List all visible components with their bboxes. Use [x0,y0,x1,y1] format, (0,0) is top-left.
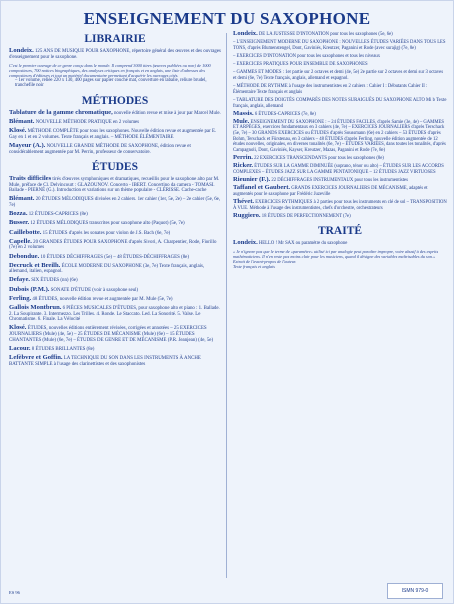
right-item [233,61,447,68]
etude-item [9,346,221,353]
left-column [9,31,221,370]
right-author: Rieunier (F.). [233,176,271,183]
etude-item [9,176,221,194]
etude-item [9,355,221,368]
right-item [233,69,447,81]
right-item [233,31,447,38]
methode-item [9,119,221,126]
etude-item [9,277,221,284]
traite-lang: Texte français et anglais [233,263,275,269]
etude-author: Decruck et Breilh. [9,261,61,269]
etude-desc: tirés d'œuvres symphoniques et dramatiques, recueillis pour le saxophone alto par M. Mule, préface de Cl. Delvincourt : GLAZOUNOV. Concerto - IBERT. Concertino da camera - TOMASI. Ballade - PIERNÉ (G.). Introduction et variations sur un thème populaire - CLÉRISSE. Cache-cache [9,176,220,194]
etude-item [9,325,221,343]
right-desc: – TABLATURE DES DOIGTÉS COMPARÉS DES NOTES SURAIGUËS DU SAXOPHONE ALTO Mi b Texte français, anglais, allemand [233,97,447,109]
right-item [233,185,447,197]
right-desc: 6 ÉTUDES-CAPRICES (7e, 8e) [254,111,316,117]
methode-author: Klosé. [9,127,27,135]
etude-item [9,287,221,294]
right-desc: ENSEIGNEMENT DU SAXOPHONE : – 24 ÉTUDES FACILES, d'après Samie (3e, 4e) – GAMMES ET ARPÈGES, exercices fondamentaux en 3 cahiers (4e, 7e) – EXERCICES JOURNALIERS d'après Terschack (5e, 7e) – 30 GRANDS EXERCICES ou ÉTUDES d'après Soussmann (6e) en 2 cahiers – 53 ÉTUDES d'après Bohm, Terschack et Fürstenau, en 3 cahiers – 48 ÉTUDES d'après Ferling, nouvelle édition augmentée de 12 études nouvelles, originales, en diverses tonalités (6e, 7e) – ÉTUDES VARIÉES, dans toutes les tonalités, d'après Campagnoli, Dont, Gaviniés, Kayser, Kreutzer, Mazas, Paganini et Rode (7e, 8e) [233,119,446,153]
etude-author: Dubois (P.M.). [9,285,50,293]
librairie-heading: LIBRAIRIE [84,33,146,45]
right-desc: – MÉTHODE DE RYTHME à l'usage des instrumentistes en 2 cahiers : Cahier I : Débutants Cahier II : Élémentaire Texte français et anglais [233,84,428,95]
etude-item [9,254,221,261]
methode-desc: NOUVELLE MÉTHODE PRATIQUE en 2 volumes [35,120,140,126]
etude-author: Ferling. [9,294,32,302]
traite-author: Londeix. [233,239,258,247]
methode-desc: NOUVELLE GRANDE MÉTHODE DE SAXOPHONE, édition revue et considérablement augmentée par M. Perrin, professeur de conservatoire. [9,144,191,155]
right-item [233,119,447,154]
right-desc: GRANDS EXERCICES JOURNALIERS DE MÉCANISME, adaptés et augmentés pour le saxophone par Frédéric Juzeville [233,186,428,197]
etude-desc: 10 ÉTUDES DÉCHIFFRAGES (5e) – 48 ÉTUDES-DÉCHIFFRAGES (8e) [40,254,189,260]
methode-desc: MÉTHODE COMPLÈTE pour tous les saxophones. Nouvelle édition revue et augmentée par E. Gay en 1 et en 2 volumes. Texte français et anglais. – MÉTHODE ÉLÉMENTAIRE [9,129,217,141]
ismn-barcode-label: ISMN 979-0 [387,583,443,599]
right-desc: 22 DÉCHIFFRAGES INSTRUMENTAUX pour tous les instrumentistes [271,178,408,183]
right-item [233,53,447,60]
methode-author: Tablature de la gamme chromatique, [9,109,113,117]
etude-desc: SONATE D'ÉTUDE (voir à saxophone seul) [50,287,139,293]
etude-author: Capelle. [9,237,32,245]
etude-item [9,305,221,323]
methode-author: Blémant. [9,118,35,126]
londeix-author: Londeix. [9,47,34,54]
right-desc: 22 EXERCICES TRANSCENDANTS pour tous les saxophones (8e) [254,156,384,162]
right-author: Londeix. [233,30,258,37]
etude-author: Defaye. [9,276,31,284]
right-desc: EXERCICES RYTHMIQUES à 2 parties pour tous les instruments en clé de sol – TRANSPOSITION À VUE. Méthode à l'usage des instrumentistes, chefs d'orchestre, orchestrateurs [233,199,447,211]
right-author: Massis. [233,109,254,117]
methode-item [9,128,221,141]
etude-author: Lefèbvre et Goffin. [9,354,63,362]
londeix-note: C'est le premier ouvrage de ce genre conçu dans le monde. Il comprend 3000 titres (œuvres publiées ou non) de 1000 compositeurs, 700 notices biographiques, des analyses critiques en français et en anglais, une liste d'adresses des compositeurs d'éditeurs et tout un matériel documentaire permettant d'acquérir les ouvrages cités. [9,62,211,78]
traite-entry [233,240,447,247]
etude-item [9,263,221,276]
right-desc: ÉTUDES SUR LA GAMME DIMINUÉE (soprano, ténor ou alto) – ÉTUDES SUR LES ACCORDS COMPLEXES – ÉTUDES JAZZ SUR LA GAMME PENTATONIQUE – 12 ÉTUDES JAZZ VIRTUOSES [233,164,444,175]
right-author: Ruggiero. [233,211,261,219]
right-desc: – L'ENSEIGNEMENT MODERNE DU SAXOPHONE : NOUVELLES ÉTUDES VARIÉES DANS TOUS LES TONS, d'après Blumenstengel, Dont, Gaviniés, Kreutzer, Paganini et Rode (avec surajig) (7e, 8e) [233,40,446,51]
etude-item [9,230,221,237]
right-item [233,111,447,118]
londeix-entry [9,48,221,61]
etude-desc: SIX ÉTUDES (nn) (6e) [31,278,78,284]
londeix-desc: 125 ANS DE MUSIQUE POUR SAXOPHONE, répertoire général des œuvres et des ouvrages d'enseignement pour le saxophone. [9,49,221,60]
right-item [233,199,447,211]
methode-desc: nouvelle édition revue et mise à jour par Marcel Mule. [113,111,221,117]
etude-desc: 15 ÉTUDES d'après les sonates pour violon de J.S. Bach (6e, 7e) [42,230,171,236]
etude-item [9,211,221,218]
right-desc: – EXERCICES D'INTONATION pour tous les saxophones et tous les niveaux [233,53,381,59]
traite-note: « Je n'ignore pas que le terme de «paramètre» utilisé ici par analogie peut paraître impropre, voire abusif à des esprits mathématiciens. Il n'en reste pas moins clair pour les musiciens, quand il désigne des variables maîtrisables du son.» Extrait de l'avant-propos de l'auteur. [233,248,439,264]
right-desc: DE LA JUSTESSE D'INTONATION pour tous les saxophones (5e, 6e) [258,32,393,37]
catalog-code: ES 96 [9,590,20,595]
etude-author: Blémant. [9,195,35,203]
etude-desc: 12 ÉTUDES-CAPRICES (8e) [28,212,88,218]
methode-author: Mayeur (A.). [9,142,46,150]
etudes-list [9,176,221,368]
etudes-heading: ÉTUDES [91,160,139,173]
etude-item [9,220,221,227]
methode-item [9,143,221,156]
methodes-list [9,110,221,156]
etude-desc: 6 PIÈCES MUSICALES D'ÉTUDES, pour saxophone alto et piano : 1. Ballade. 2. La Soupirante. 3. Intermezzo. Les Trilles. 4. Ronde. Le Staccato. Led. La Sonorité. 5. Valse. Le Chromatisme. 6. Finale. La Vélocité [9,305,220,323]
right-list [233,31,447,219]
etude-author: Debondue. [9,252,40,260]
right-desc: 18 ÉTUDES DE PERFECTIONNEMENT (7e) [261,213,351,219]
etude-author: Lacour. [9,345,31,353]
right-column [233,31,447,269]
column-divider [226,33,227,578]
etude-desc: LA TECHNIQUE DU SON DANS LES INSTRUMENTS À ANCHE BATTANTE SIMPLE à l'usage des clarinettistes et des saxophonistes [9,356,201,368]
etude-desc: 20 GRANDES ÉTUDES POUR SAXOPHONE d'après Sivori, A. Charpentier, Rode, Fiorillo (7e) en 2 volumes [9,239,217,251]
right-item [233,83,447,95]
methodes-heading: MÉTHODES [81,95,149,108]
right-item [233,177,447,184]
traite-desc: HELLO ! Mr SAX ou paramètre du saxophone [258,241,348,247]
etude-author: Busser. [9,219,30,227]
etude-author: Traits difficiles [9,174,52,182]
londeix-volume: – 1er volume, reliée 220 x 130, 400 pages sur papier couché mat, couverture en labalie, reliure brudel, tranchefile noir [15,77,207,89]
etude-author: Bozza. [9,210,28,218]
right-item [233,155,447,162]
etude-desc: 48 ÉTUDES, nouvelle édition revue et augmentée par M. Mule (5e, 7e) [32,296,173,302]
etude-author: Caillebotte. [9,228,42,236]
right-author: Mule. [233,117,250,125]
right-item [233,163,447,175]
etude-item [9,196,221,209]
right-item [233,213,447,220]
right-item [233,97,447,109]
traite-heading: TRAITÉ [317,225,363,238]
etude-desc: ÉTUDES, nouvelles éditions entièrement révisées, corrigées et annotées – 25 EXERCICES JOURNALIERS (Mule) (4e, 5e) – 25 ÉTUDES DE MÉCANISME (Mule) (6e) – 15 ÉTUDES CHANTANTES (Mule) (6e, 7e) – ÉTUDES DE GENRE ET DE MÉCANISME (P.R. Jeanjean) (4e, 5e) [9,326,214,344]
etude-desc: 20 ÉTUDES MÉLODIQUES divisées en 2 cahiers. 1er cahier (1er, 5e, 2e) – 2e cahier (5e, 6e, 7e) [9,197,221,209]
right-author: Ricker. [233,162,254,170]
etude-desc: ÉCOLE MODERNE DU SAXOPHONE (3e, 7e) Texte français, anglais, allemand, italien, espagnol. [9,263,205,275]
etude-item [9,239,221,252]
etude-author: Gallois Montbrun. [9,303,62,311]
etude-author: Klosé. [9,324,27,332]
right-item [233,39,447,51]
right-desc: – EXERCICES PRATIQUES POUR ENSEMBLE DE SAXOPHONES [233,62,368,68]
right-author: Taffanel et Gaubert. [233,184,291,192]
right-author: Perrin. [233,154,253,162]
page-title: ENSEIGNEMENT DU SAXOPHONE [83,9,371,28]
right-author: Thévet. [233,197,255,205]
methode-item [9,110,221,117]
right-desc: – GAMMES ET MODES : 1er partie sur 2 octaves et demi (4e, 5e) 2e partie sur 2 octaves et demi sur 3 octaves et demi (6e, 7e) Texte français, anglais, allemand et espagnol. [233,70,444,81]
etude-desc: 8 ÉTUDES BRILLANTES (8e) [31,347,95,353]
etude-desc: 12 ÉTUDES MÉLODIQUES transcrites pour saxophone alto (Paquot) (5e, 7e) [30,221,185,227]
etude-item [9,296,221,303]
